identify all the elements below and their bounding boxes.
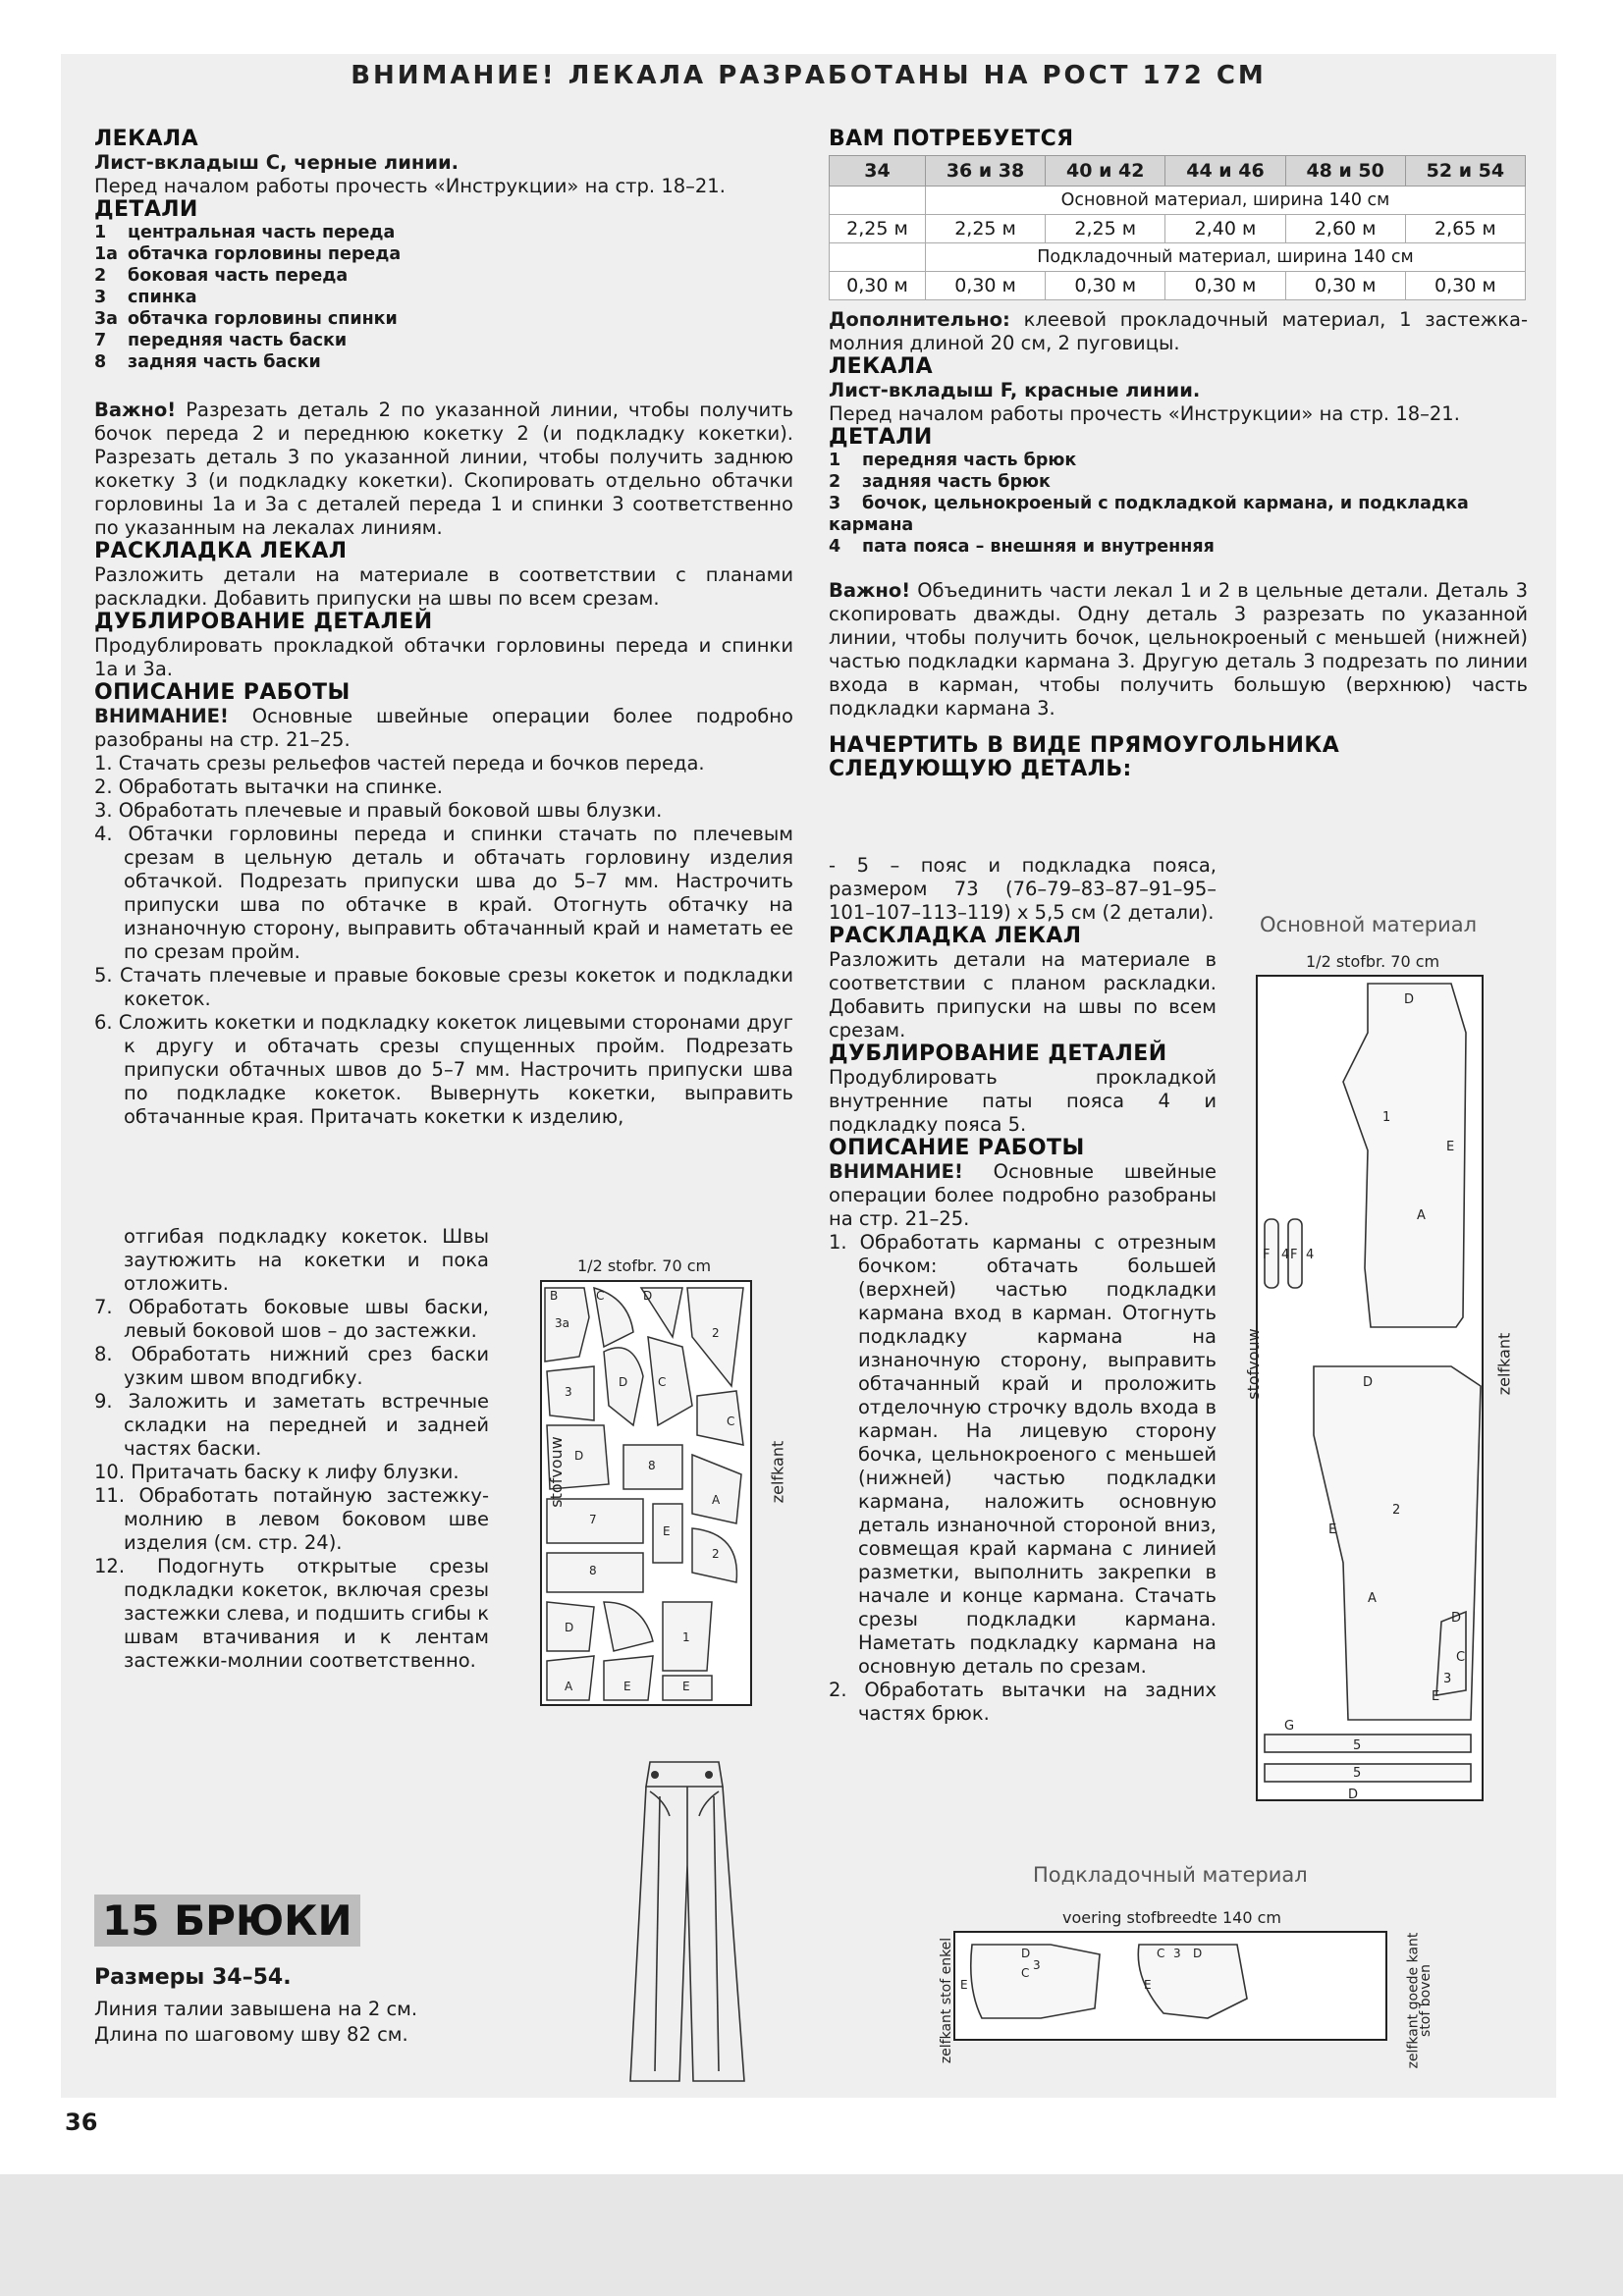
extra-note: Дополнительно: клеевой прокладочный материал, 1 застежка-молния длиной 20 см, 2 пуговицы.	[829, 308, 1528, 354]
list-item: 3а обтачка горловины спинки	[94, 309, 398, 329]
svg-text:1: 1	[1382, 1110, 1391, 1125]
dub-heading: ДУБЛИРОВАНИЕ ДЕТАЛЕЙ	[94, 610, 433, 634]
stofvouw-label: stofvouw	[546, 1436, 566, 1508]
list-item: 2 боковая часть переда	[94, 266, 349, 286]
zelfkant-label: zelfkant	[1494, 1332, 1514, 1396]
table-row: 34 36 и 38 40 и 42 44 и 46 48 и 50 52 и 54	[830, 156, 1526, 187]
svg-text:E: E	[663, 1524, 671, 1538]
svg-text:C: C	[1157, 1947, 1165, 1960]
details-list	[829, 450, 1528, 558]
lining-layout-diagram	[952, 1930, 1389, 2048]
dub-heading: ДУБЛИРОВАНИЕ ДЕТАЛЕЙ	[829, 1041, 1167, 1066]
svg-text:D: D	[1451, 1611, 1462, 1626]
svg-text:8: 8	[589, 1564, 597, 1577]
important-note: Важно! Разрезать деталь 2 по указанной линии, чтобы получить бочок переда 2 и переднюю кокетку 2 (и подкладку кокетки). Разрезать деталь 3 по указанной линии, чтобы получить заднюю кокетку 3 (и подкладку кокетки). Скопировать отдельно обтачки горловины 1а и 3а с деталей переда 1 и спинки 3 соответственно по указанным на лекалах линиям.	[94, 399, 793, 539]
svg-text:E: E	[1328, 1522, 1337, 1537]
svg-text:E: E	[1144, 1978, 1152, 1992]
step: 6. Сложить кокетки и подкладку кокеток лицевыми сторонами друг к другу и обтачать срезы спущенных пройм. Подрезать припуски обтачных швов до 5–7 мм. Настрочить припуски шва по подкладке кокеток. Вывернуть кокетки, выправить обтачанные края. Притачать кокетки к изделию,	[94, 1011, 793, 1128]
step: 1. Обработать карманы с отрезным бочком: обтачать большей (верхней) частью подкладки кармана вход в карман. Отогнуть подкладку кармана на изнаночную сторону, выправить обтачанный край и проложить отделочную строчку вдоль входа в карман. На лицевую сторону бочка, цельнокроеного с меньшей (нижней) частью подкладки кармана, наложить основную деталь изнаночной стороной вниз, совмещая край кармана с линией разметки, выполнить закрепки в начале и конце кармана. Стачать срезы подкладки кармана. Наметать подкладку кармана на основную деталь по срезам.	[829, 1231, 1217, 1678]
waist-note: Линия талии завышена на 2 см.	[94, 1998, 418, 2020]
step: 12. Подогнуть открытые срезы подкладки кокеток, включая срезы застежки слева, и подшить сгибы к швам втачивания и к лентам застежки-молнии соответственно.	[94, 1555, 489, 1672]
svg-text:D: D	[574, 1449, 584, 1463]
svg-text:D: D	[619, 1375, 628, 1389]
list-item: 2 задняя часть брюк	[829, 472, 1051, 492]
work-heading: ОПИСАНИЕ РАБОТЫ	[829, 1136, 1085, 1160]
svg-text:E: E	[623, 1680, 631, 1693]
blouse-diagram-title: 1/2 stofbr. 70 cm	[577, 1256, 712, 1275]
details-heading: ДЕТАЛИ	[829, 425, 933, 450]
svg-text:D: D	[1363, 1375, 1374, 1390]
step: отгибая подкладку кокеток. Швы заутюжить на кокетки и пока отложить.	[124, 1225, 489, 1295]
dub-text: Продублировать прокладкой внутренние паты пояса 4 и подкладку пояса 5.	[829, 1066, 1217, 1136]
lekala-note: Перед началом работы прочесть «Инструкции» на стр. 18–21.	[94, 175, 726, 197]
svg-text:1: 1	[682, 1630, 690, 1644]
layout-heading: РАСКЛАДКА ЛЕКАЛ	[94, 539, 348, 563]
lekala-sheet: Лист-вкладыш F, красные линии.	[829, 379, 1201, 401]
trousers-main-layout-diagram	[1255, 974, 1488, 1808]
step: 9. Заложить и заметать встречные складки на передней и задней частях баски.	[94, 1390, 489, 1460]
svg-text:3: 3	[1033, 1958, 1041, 1972]
svg-text:5: 5	[1353, 1766, 1362, 1781]
svg-text:E: E	[1446, 1140, 1455, 1154]
lining-material-label: Подкладочный материал	[1033, 1863, 1308, 1887]
layout-text: Разложить детали на материале в соответствии с планом раскладки. Добавить припуски на швы по всем срезам.	[829, 948, 1217, 1041]
step: 1. Стачать срезы рельефов частей переда и бочков переда.	[94, 752, 705, 774]
list-item: 3 спинка	[94, 288, 197, 307]
list-item: 1 центральная часть переда	[94, 223, 396, 242]
list-item: 8 задняя часть баски	[94, 352, 321, 372]
step: 7. Обработать боковые швы баски, левый боковой шов – до застежки.	[94, 1296, 489, 1342]
list-item: 1 передняя часть брюк	[829, 451, 1077, 470]
main-diagram-title: 1/2 stofbr. 70 cm	[1306, 952, 1440, 971]
lekala-note: Перед началом работы прочесть «Инструкции» на стр. 18–21.	[829, 402, 1460, 425]
svg-text:B: B	[550, 1289, 559, 1303]
list-item: 4 пата пояса – внешняя и внутренняя	[829, 537, 1215, 557]
table-row: 0,30 м 0,30 м 0,30 м 0,30 м 0,30 м 0,30 м	[830, 272, 1526, 300]
svg-text:C: C	[1456, 1650, 1466, 1665]
sizes-heading: Размеры 34–54.	[94, 1965, 292, 1990]
svg-text:3: 3	[565, 1385, 572, 1399]
svg-text:C: C	[658, 1375, 667, 1389]
table-row: Подкладочный материал, ширина 140 см	[830, 243, 1526, 272]
zelfkant-label: zelfkant	[768, 1440, 787, 1504]
zelfkant-goede-kant-label: zelfkant goede kant	[1405, 1932, 1422, 2069]
svg-text:C: C	[596, 1289, 605, 1303]
step: 4. Обтачки горловины переда и спинки стачать по плечевым срезам в цельную деталь и обтачать горловину изделия обтачкой. Подрезать припуски шва до 5–7 мм. Настрочить припуски шва по обтачке в край. Отогнуть обтачку на изнаночную сторону, выправить обтачанный край и наметать ее по срезам пройм.	[94, 823, 793, 963]
rect-heading: НАЧЕРТИТЬ В ВИДЕ ПРЯМОУГОЛЬНИКА СЛЕДУЮЩУЮ ДЕТАЛЬ:	[829, 733, 1340, 781]
trousers-sketch	[601, 1757, 768, 2091]
step: 11. Обработать потайную застежку-молнию в левом боковом шве изделия (см. стр. 24).	[94, 1484, 489, 1554]
svg-text:3: 3	[1173, 1947, 1181, 1960]
svg-text:G: G	[1284, 1719, 1295, 1734]
layout-heading: РАСКЛАДКА ЛЕКАЛ	[829, 924, 1082, 948]
svg-text:3: 3	[1443, 1672, 1452, 1686]
svg-text:C: C	[1021, 1966, 1030, 1980]
table-row: 2,25 м 2,25 м 2,25 м 2,40 м 2,60 м 2,65 м	[830, 215, 1526, 243]
svg-text:A: A	[565, 1680, 573, 1693]
list-item: 1а обтачка горловины переда	[94, 244, 402, 264]
svg-text:2: 2	[712, 1547, 720, 1561]
attention-note: ВНИМАНИЕ! Основные швейные операции более подробно разобраны на стр. 21–25.	[829, 1160, 1217, 1230]
step: 2. Обработать вытачки на задних частях брюк.	[829, 1679, 1217, 1725]
rect-text: - 5 – пояс и подкладка пояса, размером 73 (76–79–83–87–91–95–101–107–113–119) х 5,5 см (2 детали).	[829, 854, 1217, 924]
right-column	[829, 128, 1528, 781]
svg-text:D: D	[1348, 1788, 1359, 1802]
right-narrow-column	[829, 854, 1217, 1726]
page-number: 36	[65, 2109, 98, 2136]
details-heading: ДЕТАЛИ	[94, 197, 198, 222]
svg-text:4: 4	[1281, 1248, 1290, 1262]
svg-text:D: D	[1021, 1947, 1031, 1960]
lekala-heading: ЛЕКАЛА	[94, 127, 199, 151]
step: 2. Обработать вытачки на спинке.	[94, 775, 443, 798]
inseam-note: Длина по шаговому шву 82 см.	[94, 2023, 408, 2046]
step: 5. Стачать плечевые и правые боковые срезы кокеток и подкладки кокеток.	[94, 964, 793, 1010]
lekala-sheet: Лист-вкладыш C, черные линии.	[94, 151, 460, 174]
need-heading: ВАМ ПОТРЕБУЕТСЯ	[829, 127, 1074, 151]
svg-text:2: 2	[1392, 1503, 1401, 1518]
table-row: Основной материал, ширина 140 см	[830, 187, 1526, 215]
svg-text:2: 2	[712, 1326, 720, 1340]
svg-text:3a: 3a	[555, 1316, 569, 1330]
step: 10. Притачать баску к лифу блузки.	[94, 1461, 460, 1483]
step: 3. Обработать плечевые и правый боковой швы блузки.	[94, 799, 663, 822]
svg-text:E: E	[682, 1680, 690, 1693]
svg-text:F: F	[1290, 1248, 1298, 1262]
stofvouw-label: stofvouw	[1243, 1328, 1263, 1400]
lining-diagram-title: voering stofbreedte 140 cm	[1062, 1908, 1281, 1927]
materials-table	[829, 155, 1526, 300]
svg-text:7: 7	[589, 1513, 597, 1526]
left-narrow-column	[94, 1225, 489, 1673]
svg-text:D: D	[1193, 1947, 1203, 1960]
list-item: 7 передняя часть баски	[94, 331, 348, 350]
blouse-layout-diagram	[535, 1278, 761, 1710]
attention-note: ВНИМАНИЕ! Основные швейные операции более подробно разобраны на стр. 21–25.	[94, 705, 793, 751]
svg-text:8: 8	[648, 1459, 656, 1472]
left-column	[94, 128, 793, 1129]
details-list	[94, 222, 793, 373]
svg-text:D: D	[1404, 992, 1415, 1007]
svg-text:D: D	[565, 1621, 574, 1634]
svg-text:4: 4	[1306, 1248, 1315, 1262]
stof-boven-label: stof boven	[1417, 1964, 1434, 2037]
main-material-label: Основной материал	[1260, 913, 1478, 936]
svg-text:A: A	[1368, 1591, 1377, 1606]
zelfkant-stof-enkel-label: zelfkant stof enkel	[939, 1937, 955, 2064]
svg-text:E: E	[960, 1978, 968, 1992]
list-item: 3 бочок, цельнокроеный с подкладкой кармана, и подкладка кармана	[829, 494, 1469, 535]
svg-text:D: D	[643, 1289, 653, 1303]
page-header: ВНИМАНИЕ! ЛЕКАЛА РАЗРАБОТАНЫ НА РОСТ 172 СМ	[351, 61, 1267, 90]
sizes-notes	[94, 1997, 417, 2048]
section-title: 15 БРЮКИ	[94, 1895, 360, 1947]
important-note: Важно! Объединить части лекал 1 и 2 в цельные детали. Деталь 3 скопировать дважды. Одну деталь 3 разрезать по указанной линии, чтобы получить бочок, цельнокроеный с меньшей (нижней) частью подкладки кармана 3. Другую деталь 3 подрезать по линии входа в карман, чтобы получить большую (верхнюю) часть подкладки кармана 3.	[829, 579, 1528, 720]
bottom-band	[0, 2174, 1623, 2296]
svg-text:A: A	[712, 1493, 721, 1507]
work-heading: ОПИСАНИЕ РАБОТЫ	[94, 680, 351, 705]
step: 8. Обработать нижний срез баски узким швом вподгибку.	[94, 1343, 489, 1389]
lekala-heading: ЛЕКАЛА	[829, 354, 934, 379]
svg-text:E: E	[1432, 1689, 1440, 1704]
layout-text: Разложить детали на материале в соответствии с планами раскладки. Добавить припуски на швы по всем срезам.	[94, 563, 793, 610]
svg-text:C: C	[727, 1415, 735, 1428]
svg-text:F: F	[1263, 1248, 1271, 1262]
svg-text:5: 5	[1353, 1738, 1362, 1753]
svg-text:A: A	[1417, 1208, 1426, 1223]
dub-text: Продублировать прокладкой обтачки горловины переда и спинки 1а и 3а.	[94, 634, 793, 680]
